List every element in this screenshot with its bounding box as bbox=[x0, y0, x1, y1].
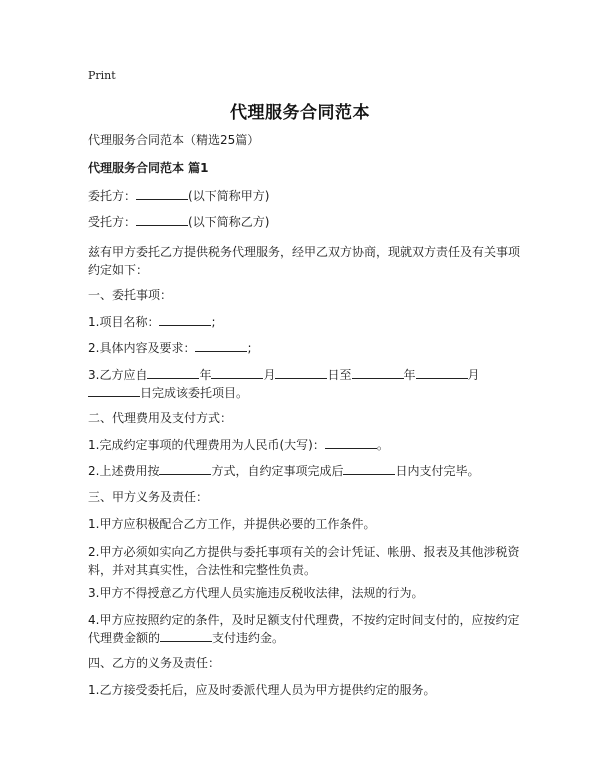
s3-item-2-line-1: 2.甲方必须如实向乙方提供与委托事项有关的会计凭证、帐册、报表及其他涉税资 bbox=[88, 545, 520, 559]
project-name-blank bbox=[159, 312, 211, 326]
client-blank bbox=[136, 186, 188, 200]
day-label-1: 日至 bbox=[327, 368, 352, 382]
s3-item-4-suffix: 支付违约金。 bbox=[212, 631, 285, 645]
print-label[interactable]: Print bbox=[88, 69, 116, 82]
s3-item-3: 3.甲方不得授意乙方代理人员实施违反税收法律，法规的行为。 bbox=[88, 586, 424, 600]
section-3-heading: 三、甲方义务及责任： bbox=[88, 490, 209, 504]
s1-item-3-line-2 bbox=[88, 382, 248, 404]
s3-item-2-line-2: 料，并对其真实性，合法性和完整性负责。 bbox=[88, 563, 317, 577]
year-label-2: 年 bbox=[403, 368, 416, 382]
start-month-blank bbox=[211, 365, 263, 379]
penalty-blank bbox=[160, 628, 212, 642]
s3-item-4-line-2 bbox=[88, 627, 284, 649]
client-line bbox=[88, 185, 269, 207]
s1-item-2-suffix: ; bbox=[247, 341, 252, 355]
agent-label: 受托方： bbox=[88, 215, 137, 229]
s2-item-2-suffix: 日内支付完毕。 bbox=[395, 464, 480, 478]
year-label-1: 年 bbox=[199, 368, 212, 382]
agent-line bbox=[88, 211, 269, 233]
payment-days-blank bbox=[343, 461, 395, 475]
intro-line-1: 兹有甲方委托乙方提供税务代理服务，经甲乙双方协商，现就双方责任及有关事项 bbox=[88, 245, 521, 259]
month-label-1: 月 bbox=[263, 368, 276, 382]
section-title: 代理服务合同范本 篇1 bbox=[88, 161, 209, 175]
s1-item-3-end: 日完成该委托项目。 bbox=[140, 386, 249, 400]
start-day-blank bbox=[275, 365, 327, 379]
client-label: 委托方： bbox=[88, 189, 137, 203]
s1-item-2 bbox=[88, 337, 252, 359]
start-year-blank bbox=[147, 365, 199, 379]
s2-item-1 bbox=[88, 434, 389, 456]
s2-item-2-prefix: 2.上述费用按 bbox=[88, 464, 160, 478]
month-label-2: 月 bbox=[467, 368, 480, 382]
intro-line-2: 约定如下： bbox=[88, 263, 149, 277]
requirements-blank bbox=[195, 338, 247, 352]
s1-item-2-prefix: 2.具体内容及要求： bbox=[88, 341, 196, 355]
end-year-blank bbox=[352, 365, 404, 379]
document-subtitle: 代理服务合同范本（精选25篇） bbox=[88, 133, 260, 147]
s1-item-3-prefix: 3.乙方应自 bbox=[88, 368, 148, 382]
s4-item-1: 1.乙方接受委托后，应及时委派代理人员为甲方提供约定的服务。 bbox=[88, 683, 436, 697]
payment-method-blank bbox=[159, 461, 211, 475]
s1-item-1-prefix: 1.项目名称： bbox=[88, 315, 160, 329]
section-4-heading: 四、乙方的义务及责任： bbox=[88, 656, 221, 670]
section-2-heading: 二、代理费用及支付方式： bbox=[88, 411, 233, 425]
s3-item-4-prefix: 代理费金额的 bbox=[88, 631, 161, 645]
s3-item-4-line-1: 4.甲方应按照约定的条件，及时足额支付代理费，不按约定时间支付的，应按约定 bbox=[88, 613, 520, 627]
s2-item-2 bbox=[88, 460, 479, 482]
s3-item-1: 1.甲方应积极配合乙方工作，并提供必要的工作条件。 bbox=[88, 517, 376, 531]
agent-blank bbox=[136, 212, 188, 226]
end-month-blank bbox=[416, 365, 468, 379]
s1-item-1 bbox=[88, 311, 216, 333]
s2-item-2-mid: 方式，自约定事项完成后 bbox=[211, 464, 344, 478]
agent-note: (以下简称乙方) bbox=[188, 215, 270, 229]
s1-item-1-suffix: ; bbox=[211, 315, 216, 329]
section-1-heading: 一、委托事项： bbox=[88, 288, 173, 302]
client-note: (以下简称甲方) bbox=[188, 189, 270, 203]
document-title: 代理服务合同范本 bbox=[230, 103, 370, 123]
s2-item-1-prefix: 1.完成约定事项的代理费用为人民币(大写)： bbox=[88, 438, 325, 452]
end-day-blank bbox=[88, 383, 140, 397]
fee-amount-blank bbox=[325, 435, 377, 449]
s2-item-1-suffix: 。 bbox=[376, 438, 389, 452]
